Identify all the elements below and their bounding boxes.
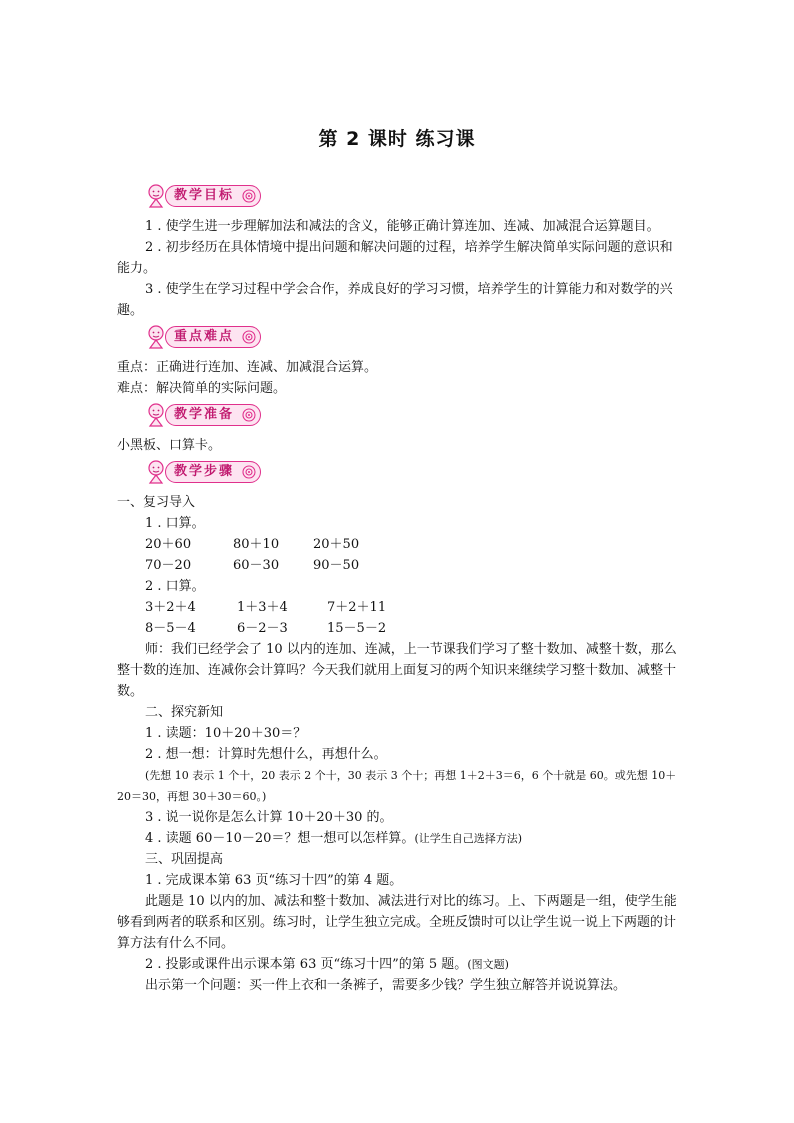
target-icon bbox=[242, 465, 256, 479]
step-heading: 三、巩固提高 bbox=[145, 852, 224, 867]
goal-item: 1 . 使学生进一步理解加法和减法的含义，能够正确计算连加、连减、加减混合运算题目。 bbox=[145, 219, 660, 234]
exercise-cell: 90－50 bbox=[313, 558, 360, 573]
badge-key-label: 重点难点 bbox=[174, 329, 235, 344]
badge-steps-label: 教学步骤 bbox=[174, 464, 235, 479]
section-badge-key bbox=[145, 323, 682, 351]
target-icon bbox=[242, 408, 256, 422]
step-item-text: 2 . 投影或课件出示课本第 63 页“练习十四”的第 5 题。 bbox=[145, 957, 468, 972]
target-icon bbox=[242, 330, 256, 344]
exercise-cell: 20＋50 bbox=[313, 537, 360, 552]
step-item bbox=[117, 954, 682, 975]
exercise-cell: 8－5－4 bbox=[145, 621, 196, 636]
step-heading: 一、复习导入 bbox=[117, 495, 196, 510]
badge-goals-label: 教学目标 bbox=[174, 188, 235, 203]
exercise-row bbox=[117, 555, 682, 576]
step-note: (图文题) bbox=[467, 958, 509, 971]
step-note: (让学生自己选择方法) bbox=[414, 832, 523, 845]
exercise-row bbox=[117, 534, 682, 555]
goal-item: 3 . 使学生在学习过程中学会合作，养成良好的学习习惯，培养学生的计算能力和对数学的兴趣。 bbox=[117, 282, 673, 318]
step-item bbox=[117, 828, 682, 849]
step-description: 出示第一个问题：买一件上衣和一条裤子，需要多少钱？学生独立解答并说说算法。 bbox=[145, 978, 627, 993]
goal-item: 2 . 初步经历在具体情境中提出问题和解决问题的过程，培养学生解决简单实际问题的意识和能力。 bbox=[117, 240, 673, 276]
exercise-cell: 80＋10 bbox=[233, 537, 280, 552]
exercise-cell: 70－20 bbox=[145, 558, 192, 573]
exercise-cell: 60－30 bbox=[233, 558, 280, 573]
exercise-cell: 1＋3＋4 bbox=[237, 600, 288, 615]
girl-mascot-icon bbox=[145, 459, 167, 485]
key-difficulty: 难点：解决简单的实际问题。 bbox=[117, 381, 287, 396]
exercise-row bbox=[117, 597, 682, 618]
teacher-dialogue: 师：我们已经学会了 10 以内的连加、连减，上一节课我们学习了整十数加、减整十数，那么整十数的连加、连减你会计算吗？今天我们就用上面复习的两个知识来继续学习整十数加、减整十数。 bbox=[117, 642, 677, 699]
step-item: 1 . 口算。 bbox=[145, 516, 205, 531]
page-title: 第 2 课时 练习课 bbox=[318, 128, 476, 150]
badge-prep-label: 教学准备 bbox=[174, 407, 235, 422]
exercise-cell: 7＋2＋11 bbox=[327, 600, 387, 615]
key-focus: 重点：正确进行连加、连减、加减混合运算。 bbox=[117, 360, 378, 375]
section-badge-steps bbox=[145, 458, 682, 486]
exercise-row bbox=[117, 618, 682, 639]
step-note: (先想 10 表示 1 个十，20 表示 2 个十，30 表示 3 个十；再想 1＋2＋3＝6，6 个十就是 60。或先想 10＋20＝30，再想 30＋30＝60。) bbox=[117, 769, 677, 803]
step-item: 3 . 说一说你是怎么计算 10＋20＋30 的。 bbox=[145, 810, 393, 825]
girl-mascot-icon bbox=[145, 402, 167, 428]
document-body bbox=[117, 180, 682, 996]
target-icon bbox=[242, 189, 256, 203]
exercise-cell: 15－5－2 bbox=[327, 621, 387, 636]
step-item: 2 . 想一想：计算时先想什么，再想什么。 bbox=[145, 747, 387, 762]
prep-text: 小黑板、口算卡。 bbox=[117, 438, 222, 453]
exercise-cell: 6－2－3 bbox=[237, 621, 288, 636]
section-badge-prep bbox=[145, 401, 682, 429]
exercise-cell: 3＋2＋4 bbox=[145, 600, 196, 615]
step-item: 1 . 读题：10＋20＋30＝？ bbox=[145, 726, 307, 741]
exercise-cell: 20＋60 bbox=[145, 537, 192, 552]
step-item: 2 . 口算。 bbox=[145, 579, 205, 594]
section-badge-goals bbox=[145, 182, 682, 210]
girl-mascot-icon bbox=[145, 324, 167, 350]
step-item: 1 . 完成课本第 63 页“练习十四”的第 4 题。 bbox=[145, 873, 403, 888]
girl-mascot-icon bbox=[145, 183, 167, 209]
step-item-text: 4 . 读题 60－10－20＝？想一想可以怎样算。 bbox=[145, 831, 415, 846]
step-description: 此题是 10 以内的加、减法和整十数加、减法进行对比的练习。上、下两题是一组，使学生能够看到两者的联系和区别。练习时，让学生独立完成。全班反馈时可以让学生说一说上下两题的计算方法有什么不同。 bbox=[117, 894, 677, 951]
step-heading: 二、探究新知 bbox=[145, 705, 224, 720]
